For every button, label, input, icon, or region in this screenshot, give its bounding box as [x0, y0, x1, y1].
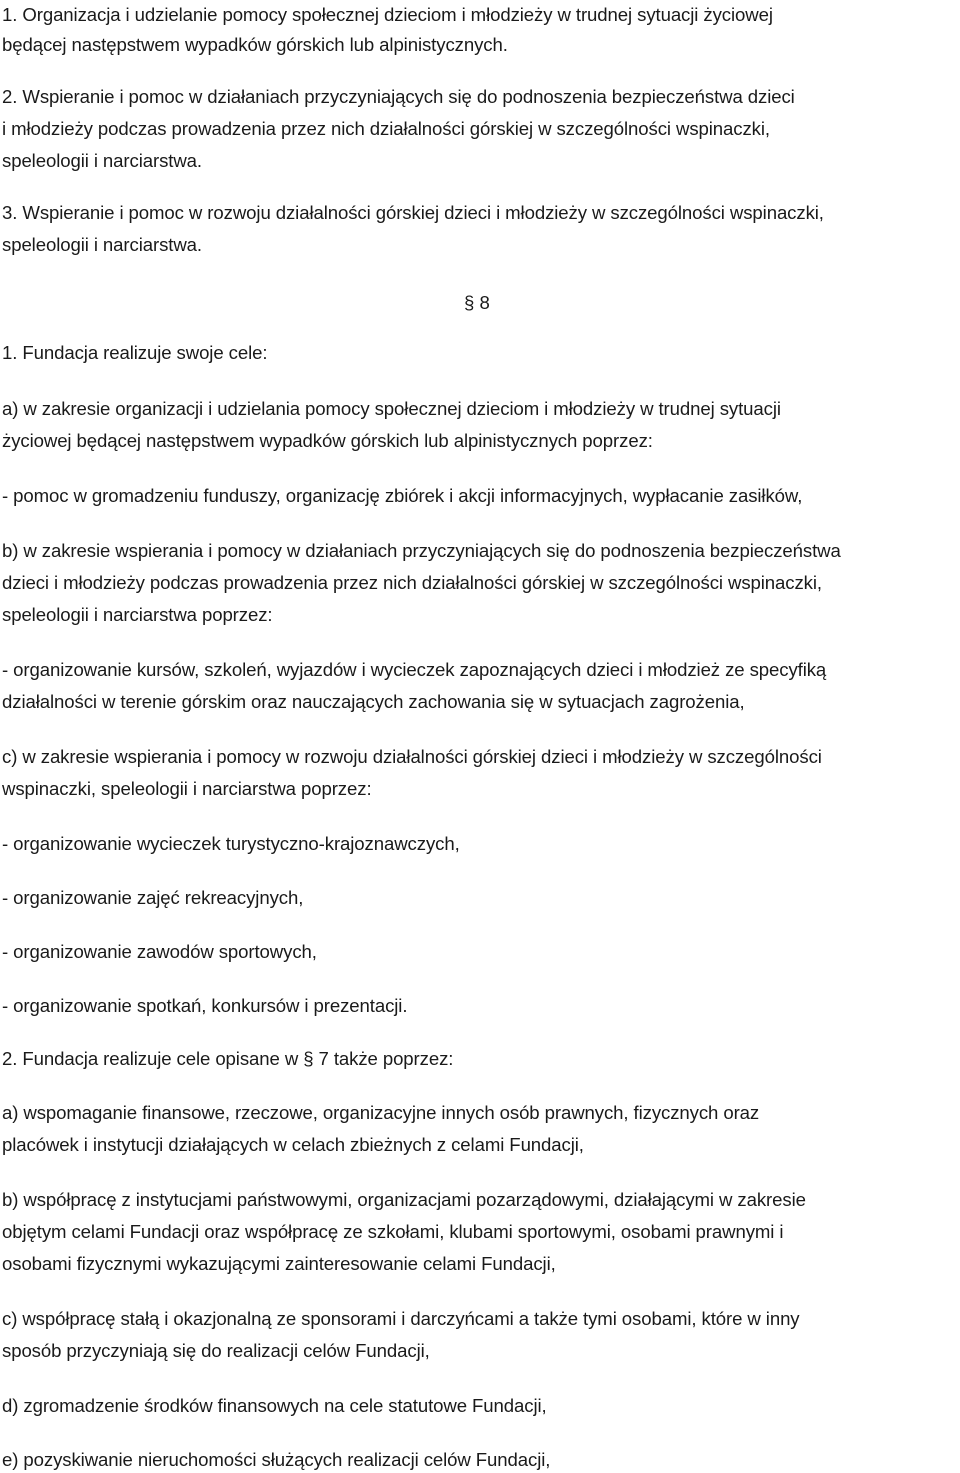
text-line: 1. Fundacja realizuje swoje cele: [2, 342, 268, 363]
text-line: 2. Fundacja realizuje cele opisane w § 7 także poprzez: [2, 1048, 454, 1069]
text-line: placówek i instytucji działających w celach zbieżnych z celami Fundacji, [2, 1134, 584, 1155]
text-line: b) w zakresie wspierania i pomocy w działaniach przyczyniających się do podnoszenia bezpieczeństwa [2, 540, 841, 561]
text-line: speleologii i narciarstwa poprzez: [2, 604, 273, 625]
text-line: - organizowanie zajęć rekreacyjnych, [2, 887, 304, 908]
text-line: c) w zakresie wspierania i pomocy w rozwoju działalności górskiej dzieci i młodzieży w szczególności [2, 746, 822, 767]
text-line: e) pozyskiwanie nieruchomości służących realizacji celów Fundacji, [2, 1449, 551, 1470]
text-line: życiowej będącej następstwem wypadków górskich lub alpinistycznych poprzez: [2, 430, 653, 451]
text-line: - organizowanie zawodów sportowych, [2, 941, 317, 962]
text-line: speleologii i narciarstwa. [2, 150, 202, 171]
text-line: - pomoc w gromadzeniu funduszy, organizację zbiórek i akcji informacyjnych, wypłacanie zasiłków, [2, 485, 803, 506]
text-line: wspinaczki, speleologii i narciarstwa poprzez: [2, 778, 372, 799]
text-line: a) w zakresie organizacji i udzielania pomocy społecznej dzieciom i młodzieży w trudnej sytuacji [2, 398, 781, 419]
text-line: 1. Organizacja i udzielanie pomocy społecznej dzieciom i młodzieży w trudnej sytuacji życiowej [2, 4, 773, 25]
text-line: 2. Wspieranie i pomoc w działaniach przyczyniających się do podnoszenia bezpieczeństwa dzieci [2, 86, 795, 107]
text-line: i młodzieży podczas prowadzenia przez nich działalności górskiej w szczególności wspinaczki, [2, 118, 770, 139]
text-line: - organizowanie wycieczek turystyczno-krajoznawczych, [2, 833, 460, 854]
section-heading: § 8 [464, 292, 490, 313]
text-line: dzieci i młodzieży podczas prowadzenia przez nich działalności górskiej w szczególności wspinaczki, [2, 572, 822, 593]
text-line: d) zgromadzenie środków finansowych na cele statutowe Fundacji, [2, 1395, 547, 1416]
text-line: sposób przyczyniają się do realizacji celów Fundacji, [2, 1340, 430, 1361]
text-line: b) współpracę z instytucjami państwowymi, organizacjami pozarządowymi, działającymi w zakresie [2, 1189, 806, 1210]
text-line: działalności w terenie górskim oraz nauczających zachowania się w sytuacjach zagrożenia, [2, 691, 745, 712]
text-line: objętym celami Fundacji oraz współpracę ze szkołami, klubami sportowymi, osobami prawnymi i [2, 1221, 784, 1242]
text-line: c) współpracę stałą i okazjonalną ze sponsorami i darczyńcami a także tymi osobami, które w inny [2, 1308, 800, 1329]
text-line: a) wspomaganie finansowe, rzeczowe, organizacyjne innych osób prawnych, fizycznych oraz [2, 1102, 760, 1123]
text-line: 3. Wspieranie i pomoc w rozwoju działalności górskiej dzieci i młodzieży w szczególności wspinaczki, [2, 202, 824, 223]
text-line: będącej następstwem wypadków górskich lub alpinistycznych. [2, 34, 508, 55]
text-line: speleologii i narciarstwa. [2, 234, 202, 255]
text-line: osobami fizycznymi wykazującymi zainteresowanie celami Fundacji, [2, 1253, 556, 1274]
text-line: - organizowanie kursów, szkoleń, wyjazdów i wycieczek zapoznających dzieci i młodzież ze specyfiką [2, 659, 827, 680]
text-line: - organizowanie spotkań, konkursów i prezentacji. [2, 995, 408, 1016]
